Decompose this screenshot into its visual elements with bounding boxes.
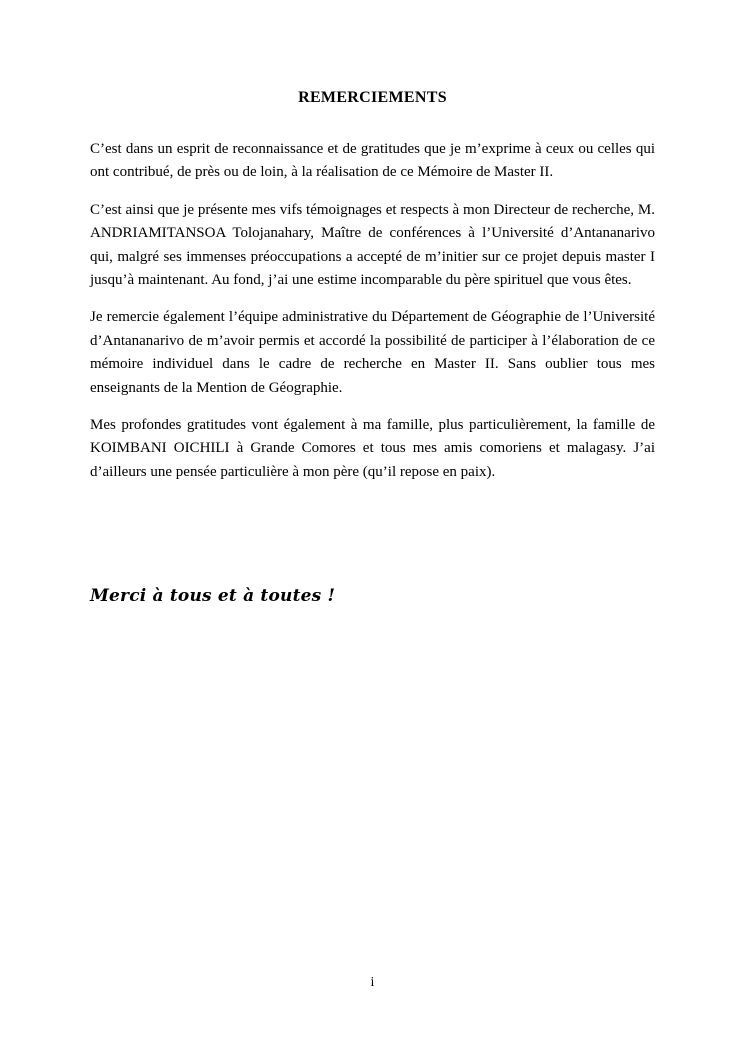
paragraph-research-director: C’est ainsi que je présente mes vifs témoignages et respects à mon Directeur de recherche, M. ANDRIAMITANSOA Tolojanahary, Maître de conférences à l’Université d’Antananarivo qui, malgré ses immenses préoccupations a accepté de m’initier sur ce projet depuis master I jusqu’à maintenant. Au fond, j’ai une estime incomparable du père spirituel que vous êtes. <box>90 201 655 289</box>
text-block <box>90 88 655 498</box>
paragraph-acknowledgment-general: C’est dans un esprit de reconnaissance et de gratitudes que je m’exprime à ceux ou celles qui ont contribué, de près ou de loin, à la réalisation de ce Mémoire de Master II. <box>90 141 655 181</box>
page-title: REMERCIEMENTS <box>298 89 447 106</box>
paragraph-geography-department: Je remercie également l’équipe administrative du Département de Géographie de l’Université d’Antananarivo de m’avoir permis et accordé la possibilité de participer à l’élaboration de ce mémoire individuel dans le cadre de recherche en Master II. Sans oublier tous mes enseignants de la Mention de Géographie. <box>90 309 655 396</box>
closing-script-line: Merci à tous et à toutes ! <box>90 586 336 606</box>
page-number: i <box>370 975 375 990</box>
paragraph-family: Mes profondes gratitudes vont également à ma famille, plus particulièrement, la famille de KOIMBANI OICHILI à Grande Comores et tous mes amis comoriens et malagasy. J’ai d’ailleurs une pensée particulière à mon père (qu’il repose en paix). <box>90 417 655 480</box>
